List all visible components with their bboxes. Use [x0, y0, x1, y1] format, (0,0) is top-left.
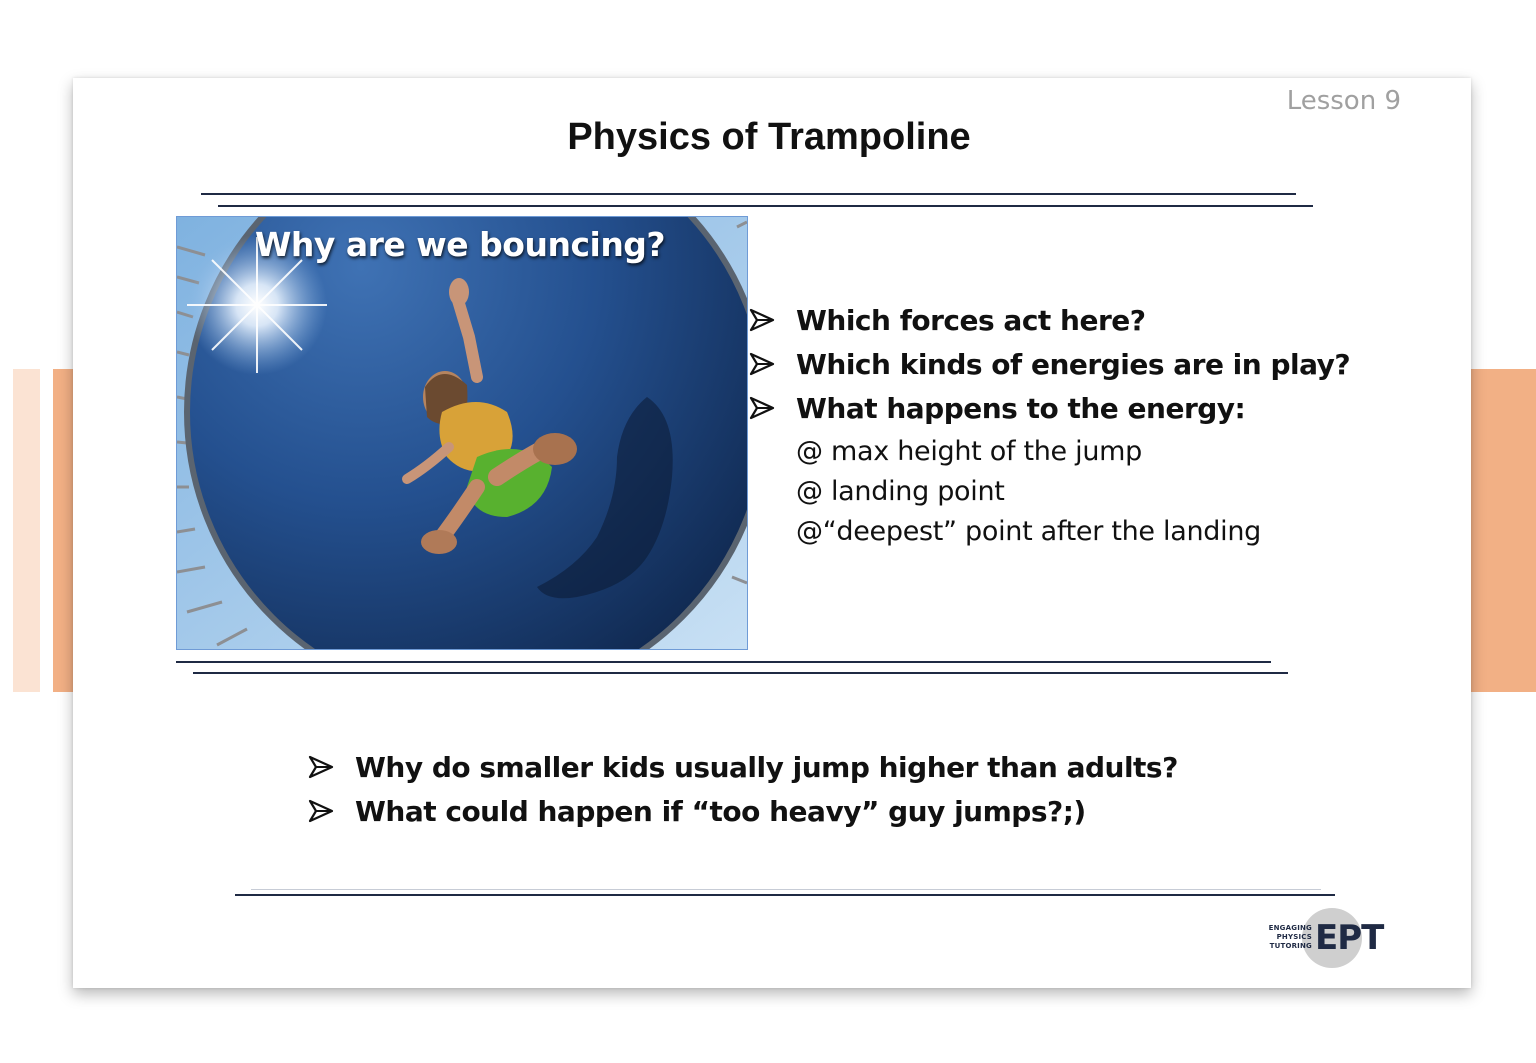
logo-tagline-line: TUTORING — [1269, 942, 1312, 950]
question-text: What could happen if “too heavy” guy jumps?;) — [355, 794, 1086, 828]
energy-point: @“deepest” point after the landing — [796, 516, 1261, 547]
logo-mark: EPT — [1315, 918, 1384, 958]
slide-title: Physics of Trampoline — [567, 116, 971, 158]
logo-tagline — [1268, 924, 1312, 951]
decorative-bar-right — [1470, 369, 1536, 692]
list-item — [308, 745, 1308, 789]
bottom-question-list — [308, 745, 1308, 833]
lesson-label: Lesson 9 — [1286, 86, 1401, 116]
bottom-rule-thin — [251, 889, 1321, 890]
question-text: Why do smaller kids usually jump higher than adults? — [355, 750, 1178, 784]
decorative-bar-left — [53, 369, 75, 692]
question-text: What happens to the energy: — [796, 391, 1246, 425]
list-item — [749, 298, 1449, 342]
arrow-bullet-icon — [308, 799, 355, 823]
arrow-bullet-icon — [749, 352, 796, 376]
top-rule-lower — [218, 205, 1313, 207]
question-text: Which forces act here? — [796, 303, 1146, 337]
arrow-bullet-icon — [749, 396, 796, 420]
decorative-bar-left-light — [13, 369, 40, 692]
top-rule-upper — [201, 193, 1296, 195]
arrow-bullet-icon — [749, 308, 796, 332]
arrow-bullet-icon — [308, 755, 355, 779]
question-text: Which kinds of energies are in play? — [796, 347, 1351, 381]
list-item — [308, 789, 1308, 833]
slide — [73, 78, 1471, 988]
trampoline-illustration — [177, 217, 747, 649]
question-list — [749, 298, 1449, 552]
middle-rule-upper — [176, 661, 1271, 663]
ept-logo — [1268, 906, 1384, 970]
list-item — [749, 386, 1449, 430]
energy-point: @ landing point — [796, 476, 1005, 507]
energy-point: @ max height of the jump — [796, 436, 1142, 467]
middle-rule-lower — [193, 672, 1288, 674]
logo-tagline-line: PHYSICS — [1276, 933, 1312, 941]
energy-point-list — [796, 432, 1449, 552]
trampoline-photo — [176, 216, 748, 650]
bottom-rule — [235, 894, 1335, 896]
photo-caption: Why are we bouncing? — [255, 225, 666, 264]
logo-tagline-line: ENGAGING — [1268, 924, 1312, 932]
list-item — [749, 342, 1449, 386]
